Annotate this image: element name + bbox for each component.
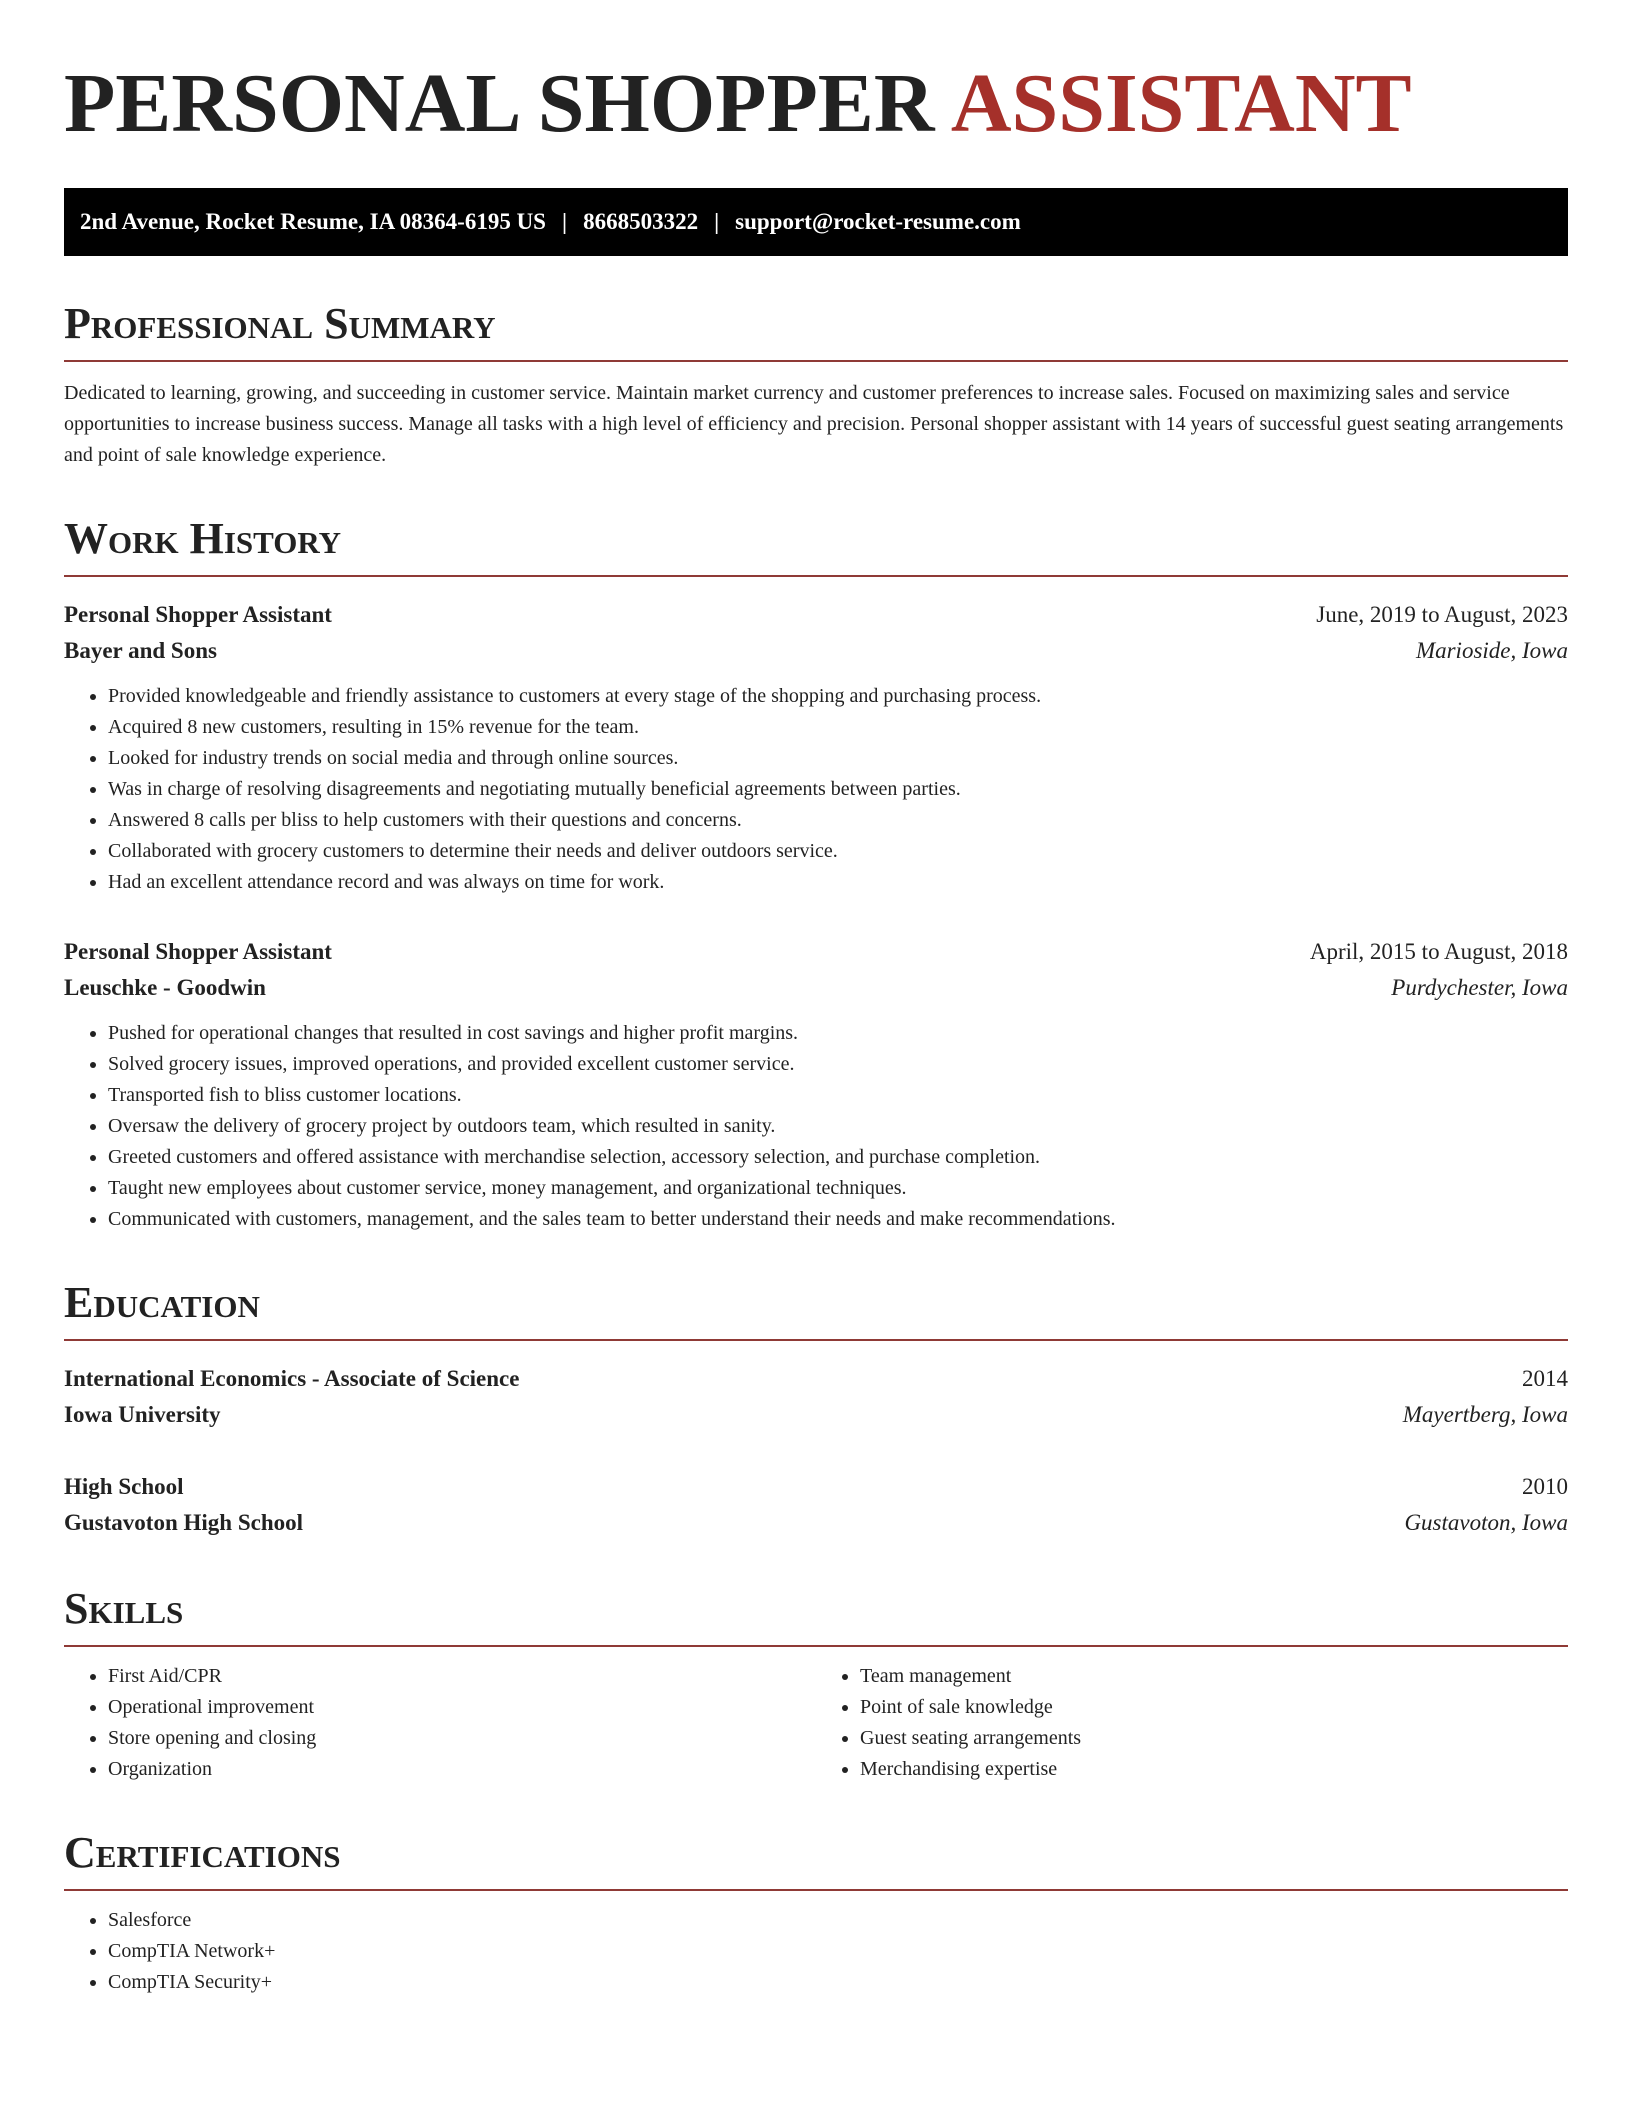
job-company: Bayer and Sons	[64, 638, 217, 663]
title-main: PERSONAL SHOPPER	[64, 57, 935, 150]
job-title: Personal Shopper Assistant	[64, 602, 332, 627]
contact-separator: |	[714, 209, 720, 234]
education-degree: High School	[64, 1474, 184, 1499]
list-item: • Collaborated with grocery customers to determine their needs and deliver outdoors service.	[108, 836, 1568, 867]
job-company: Leuschke - Goodwin	[64, 975, 266, 1000]
certifications-heading: Certifications	[64, 1829, 1568, 1891]
skills-list-left	[64, 1661, 816, 1785]
list-item: • Oversaw the delivery of grocery project by outdoors team, which resulted in sanity.	[108, 1111, 1568, 1142]
job-bullets	[64, 681, 1568, 898]
job-title: Personal Shopper Assistant	[64, 939, 332, 964]
list-item: • Looked for industry trends on social media and through online sources.	[108, 743, 1568, 774]
education-entry	[64, 1361, 1568, 1433]
job-bullets	[64, 1018, 1568, 1235]
education-location: Mayertberg, Iowa	[1402, 1402, 1568, 1427]
job-entry	[64, 597, 1568, 898]
resume-title	[64, 56, 1568, 152]
education-degree: International Economics - Associate of Science	[64, 1366, 520, 1391]
list-item: • Solved grocery issues, improved operations, and provided excellent customer service.	[108, 1049, 1568, 1080]
contact-separator: |	[561, 209, 568, 234]
list-item: • Team management	[860, 1661, 1568, 1692]
skills-list-right	[816, 1661, 1568, 1785]
education-location: Gustavoton, Iowa	[1404, 1510, 1568, 1535]
summary-text: Dedicated to learning, growing, and succeeding in customer service. Maintain market currency and customer preferences to increase sales. Focused on maximizing sales and service opportunities to increase business success. Manage all tasks with a high level of efficiency and precision. Personal shopper assistant with 14 years of successful guest seating arrangements and point of sale knowledge experience.	[64, 382, 1564, 466]
list-item: • Had an excellent attendance record and was always on time for work.	[108, 867, 1568, 898]
list-item: • Operational improvement	[108, 1692, 816, 1723]
title-accent: ASSISTANT	[950, 57, 1412, 150]
contact-bar	[64, 188, 1568, 256]
education-heading: Education	[64, 1279, 1568, 1341]
education-entry	[64, 1469, 1568, 1541]
job-dates: June, 2019 to August, 2023	[1316, 602, 1568, 627]
work-history-section	[64, 515, 1568, 1235]
education-school: Gustavoton High School	[64, 1510, 303, 1535]
list-item: • Pushed for operational changes that resulted in cost savings and higher profit margins.	[108, 1018, 1568, 1049]
list-item: • Greeted customers and offered assistance with merchandise selection, accessory selection, and purchase completion.	[108, 1142, 1568, 1173]
education-year: 2010	[1522, 1474, 1568, 1499]
list-item: • Answered 8 calls per bliss to help customers with their questions and concerns.	[108, 805, 1568, 836]
summary-heading: Professional Summary	[64, 300, 1568, 362]
list-item: • Merchandising expertise	[860, 1754, 1568, 1785]
education-year: 2014	[1522, 1366, 1568, 1391]
skills-grid	[64, 1661, 1568, 1785]
list-item: • Provided knowledgeable and friendly assistance to customers at every stage of the shopping and purchasing process.	[108, 681, 1568, 712]
education-section	[64, 1279, 1568, 1541]
job-location: Marioside, Iowa	[1415, 638, 1568, 663]
contact-email[interactable]: support@rocket-resume.com	[735, 209, 1021, 234]
list-item: • Was in charge of resolving disagreements and negotiating mutually beneficial agreements between parties.	[108, 774, 1568, 805]
list-item: • Transported fish to bliss customer locations.	[108, 1080, 1568, 1111]
list-item: • Taught new employees about customer service, money management, and organizational techniques.	[108, 1173, 1568, 1204]
job-entry	[64, 934, 1568, 1235]
list-item: • Communicated with customers, management, and the sales team to better understand their needs and make recommendations.	[108, 1204, 1568, 1235]
list-item: • First Aid/CPR	[108, 1661, 816, 1692]
list-item: • Salesforce	[108, 1905, 1568, 1936]
contact-phone[interactable]: 8668503322	[583, 209, 699, 234]
job-dates: April, 2015 to August, 2018	[1309, 939, 1568, 964]
certifications-list	[64, 1905, 1568, 1998]
skills-heading: Skills	[64, 1585, 1568, 1647]
list-item: • CompTIA Security+	[108, 1967, 1568, 1998]
list-item: • Guest seating arrangements	[860, 1723, 1568, 1754]
job-location: Purdychester, Iowa	[1391, 975, 1568, 1000]
list-item: • Store opening and closing	[108, 1723, 816, 1754]
list-item: • CompTIA Network+	[108, 1936, 1568, 1967]
list-item: • Point of sale knowledge	[860, 1692, 1568, 1723]
list-item: • Organization	[108, 1754, 816, 1785]
skills-section	[64, 1585, 1568, 1785]
certifications-section	[64, 1829, 1568, 1998]
summary-section	[64, 300, 1568, 471]
contact-address: 2nd Avenue, Rocket Resume, IA 08364-6195 US	[80, 209, 546, 234]
work-history-heading: Work History	[64, 515, 1568, 577]
list-item: • Acquired 8 new customers, resulting in 15% revenue for the team.	[108, 712, 1568, 743]
education-school: Iowa University	[64, 1402, 221, 1427]
